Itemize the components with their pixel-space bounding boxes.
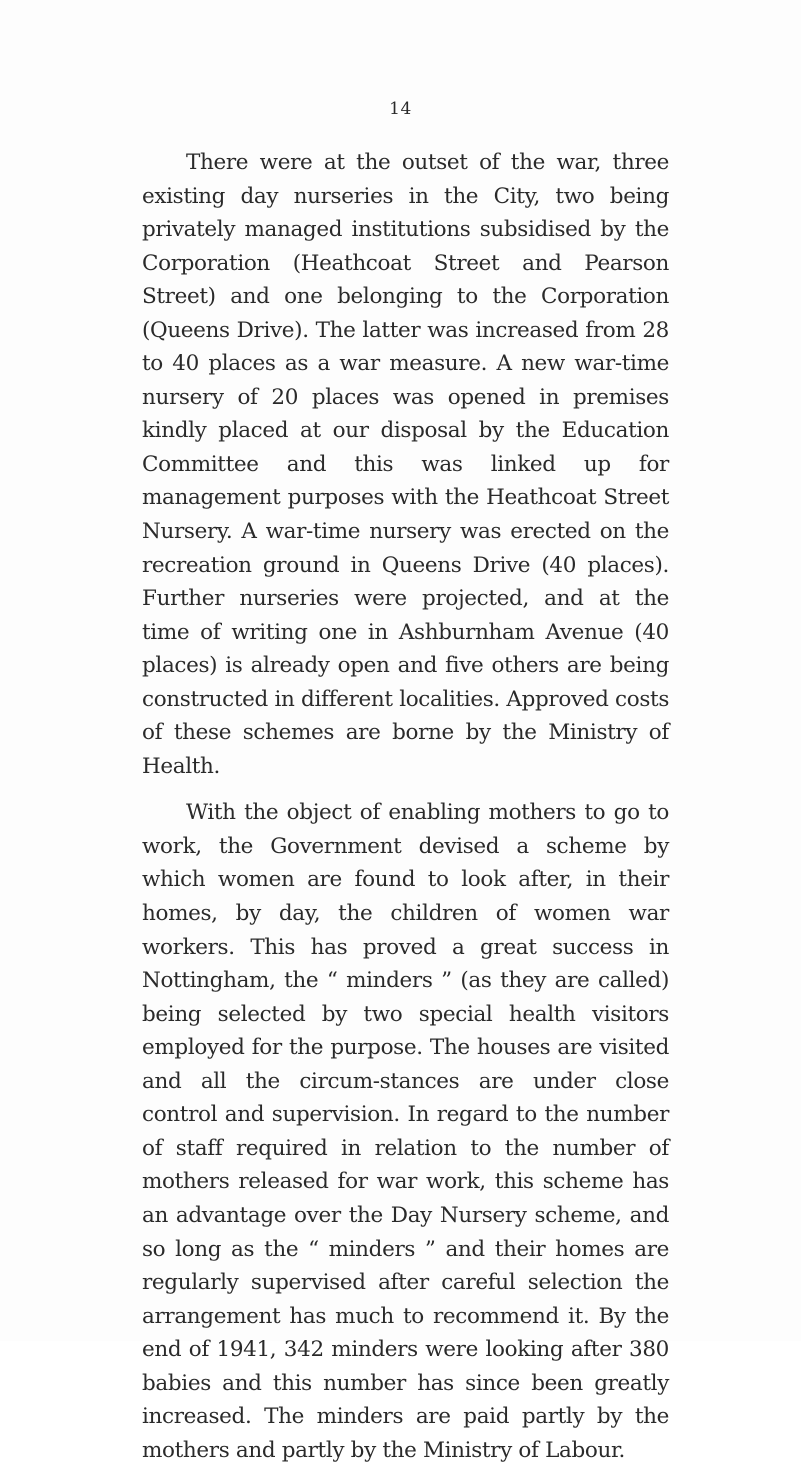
body-text [142,146,669,1467]
paragraph-minders-scheme: With the object of enabling mothers to go to work, the Government devised a scheme by which women are found to look after, in their homes, by day, the children of women war workers. This has proved a great success in Nottingham, the “ minders ” (as they are called) being selected by two special health visitors employed for the purpose. The houses are visited and all the circum-stances are under close control and supervision. In regard to the number of staff required in relation to the number of mothers released for war work, this scheme has an advantage over the Day Nursery scheme, and so long as the “ minders ” and their homes are regularly supervised after careful selection the arrangement has much to recommend it. By the end of 1941, 342 minders were looking after 380 babies and this number has since been greatly increased. The minders are paid partly by the mothers and partly by the Ministry of Labour. [142,800,669,1463]
page-number: 14 [389,99,412,119]
paragraph-day-nurseries: There were at the outset of the war, three existing day nurseries in the City, two being privately managed institutions subsidised by the Corporation (Heathcoat Street and Pearson Street) and one belonging to the Corporation (Queens Drive). The latter was increased from 28 to 40 places as a war measure. A new war-time nursery of 20 places was opened in premises kindly placed at our disposal by the Education Committee and this was linked up for management purposes with the Heathcoat Street Nursery. A war-time nursery was erected on the recreation ground in Queens Drive (40 places). Further nurseries were projected, and at the time of writing one in Ashburnham Avenue (40 places) is already open and five others are being constructed in different localities. Approved costs of these schemes are borne by the Ministry of Health. [142,150,669,779]
